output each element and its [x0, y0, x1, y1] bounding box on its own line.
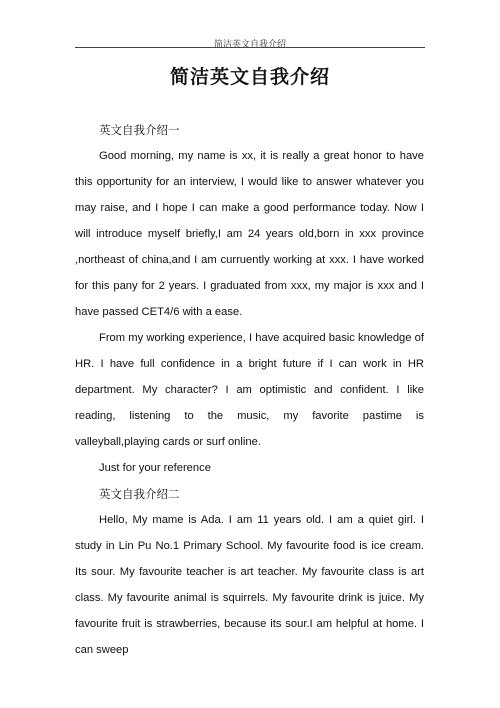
running-header: 简洁英文自我介绍 — [213, 40, 286, 50]
closing-line: Just for your reference — [99, 462, 211, 474]
paragraph-3: Hello, My mame is Ada. I am 11 years old. I am a quiet girl. I study in Lin Pu No.1 Primary School. My favourite food is ice cream. Its sour. My favourite teacher is art teacher. My favourite class is art class. My favourite animal is squirrels. My favourite drink is juice. My favourite fruit is strawberries, because its sour.I am helpful at home. I can sweep — [75, 514, 424, 656]
paragraph-2: From my working experience, I have acquired basic knowledge of HR. I have full confidence in a bright future if I can work in HR department. My character? I am optimistic and confident. I like reading, listening to the music, my favorite pastime is valleyball,playing cards or surf online. — [75, 332, 424, 448]
document-title: 简洁英文自我介绍 — [169, 66, 330, 88]
section-heading-1: 英文自我介绍一 — [99, 123, 180, 137]
section-heading-2: 英文自我介绍二 — [99, 487, 180, 501]
document-body — [75, 117, 424, 663]
header-divider — [75, 47, 425, 48]
paragraph-1: Good morning, my name is xx, it is really a great honor to have this opportunity for an interview, I would like to answer whatever you may raise, and I hope I can make a good performance today. Now I will introduce myself briefly,I am 24 years old,born in xxx province ,northeast of china,and I am curruently working at xxx. I have worked for this pany for 2 years. I graduated from xxx, my major is xxx and I have passed CET4/6 with a ease. — [75, 150, 424, 318]
